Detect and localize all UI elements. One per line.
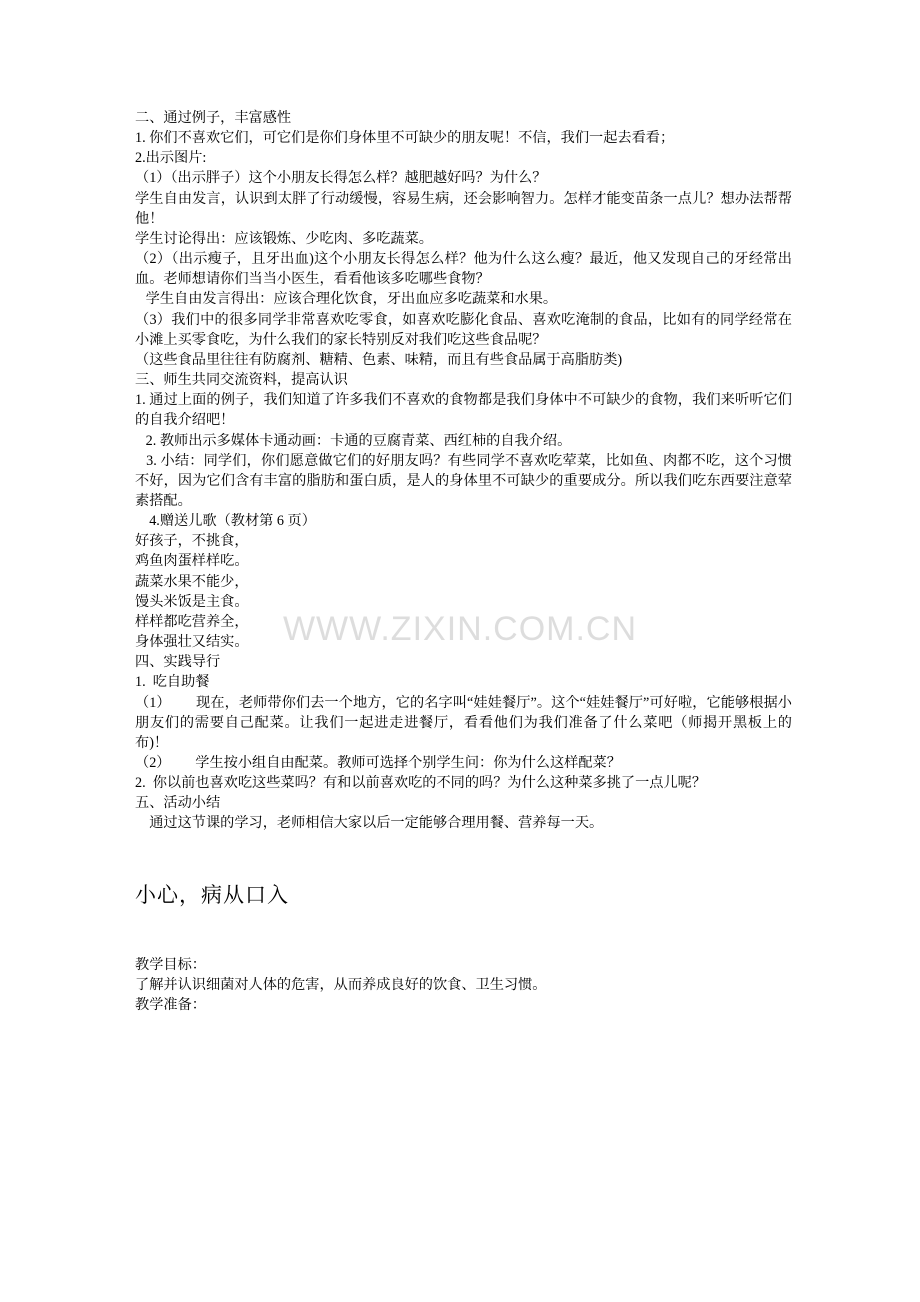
song-line-5: 样样都吃营养全，	[135, 613, 249, 630]
section-two-line-9: （这些食品里往往有防腐剂、糖精、色素、味精，而且有些食品属于高脂肪类)	[135, 351, 623, 368]
section-two-line-4: 学生自由发言，认识到太胖了行动缓慢，容易生病，还会影响智力。怎样才能变苗条一点儿？想办法帮帮他！	[135, 190, 792, 227]
song-line-4: 馒头米饭是主食。	[135, 593, 249, 610]
section-two-line-8: （3）我们中的很多同学非常喜欢吃零食，如喜欢吃膨化食品、喜欢吃淹制的食品，比如有的同学经常在小滩上买零食吃，为什么我们的家长特别反对我们吃这些食品呢？	[135, 311, 792, 348]
section-two-line-2: 2.出示图片:	[135, 150, 207, 167]
song-line-1: 好孩子，不挑食，	[135, 533, 249, 550]
title-spacer	[135, 911, 792, 955]
teaching-prep-label: 教学准备：	[135, 997, 206, 1014]
section-five-heading: 五、活动小结	[135, 795, 221, 812]
section-two-line-3: （1）（出示胖子）这个小朋友长得怎么样？越肥越好吗？为什么？	[135, 170, 547, 187]
section-four-line-3: （2） 学生按小组自由配菜。教师可选择个别学生问：你为什么这样配菜？	[135, 755, 621, 771]
section-three-heading: 三、师生共同交流资料，提高认识	[135, 372, 348, 389]
section-four-line-4: 2. 你以前也喜欢吃这些菜吗？有和以前喜欢吃的不同的吗？为什么这种菜多挑了一点儿呢？	[135, 775, 707, 792]
section-three-line-4: 4.赠送儿歌（教材第 6 页）	[135, 513, 316, 530]
section-four-line-1: 1. 吃自助餐	[135, 674, 210, 691]
next-lesson-title-block	[135, 880, 792, 912]
section-four-heading: 四、实践导行	[135, 654, 221, 671]
song-line-2: 鸡鱼肉蛋样样吃。	[135, 553, 249, 570]
section-two-heading: 二、通过例子，丰富感性	[135, 110, 292, 126]
section-three-line-3: 3. 小结：同学们，你们愿意做它们的好朋友吗？有些同学不喜欢吃荤菜，比如鱼、肉都不吃，这个习惯不好，因为它们含有丰富的脂肪和蛋白质，是人的身体里不可缺少的重要成分。所以我们吃东西要注意荤素搭配。	[135, 452, 792, 509]
section-two-line-6: （2）（出示瘦子，且牙出血)这个小朋友长得怎么样？他为什么这么瘦？最近，他又发现自己的牙经常出血。老师想请你们当当小医生，看看他该多吃哪些食物？	[135, 251, 792, 288]
section-two-line-7: 学生自由发言得出：应该合理化饮食，牙出血应多吃蔬菜和水果。	[135, 291, 558, 308]
section-four-line-2: （1） 现在，老师带你们去一个地方，它的名字叫“娃娃餐厅”。这个“娃娃餐厅”可好啦，它能够根据小朋友们的需要自己配菜。让我们一起进走进餐厅，看看他们为我们准备了什么菜吧（师揭开黑板上的布)！	[135, 694, 792, 751]
watermark-text: WWW.ZIXIN.COM.CN	[282, 610, 638, 648]
section-three-line-2: 2. 教师出示多媒体卡通动画：卡通的豆腐青菜、西红柿的自我介绍。	[135, 432, 572, 449]
song-line-3: 蔬菜水果不能少，	[135, 573, 249, 590]
section-two-line-1: 1. 你们不喜欢它们，可它们是你们身体里不可缺少的朋友呢！不信，我们一起去看看；	[135, 130, 675, 147]
next-lesson-title: 小心，病从口入	[135, 883, 289, 907]
section-five-line-1: 通过这节课的学习，老师相信大家以后一定能够合理用餐、营养每一天。	[135, 815, 604, 832]
teaching-goal-label: 教学目标：	[135, 957, 206, 974]
section-three-line-1: 1. 通过上面的例子，我们知道了许多我们不喜欢的食物都是我们身体中不可缺少的食物，我们来听听它们的自我介绍吧！	[135, 392, 792, 429]
section-two-line-5: 学生讨论得出：应该锻炼、少吃肉、多吃蔬菜。	[135, 230, 433, 247]
document-content	[135, 108, 792, 1016]
song-line-6: 身体强壮又结实。	[135, 634, 249, 651]
teaching-goal-text: 了解并认识细菌对人体的危害，从而养成良好的饮食、卫生习惯。	[135, 977, 547, 994]
